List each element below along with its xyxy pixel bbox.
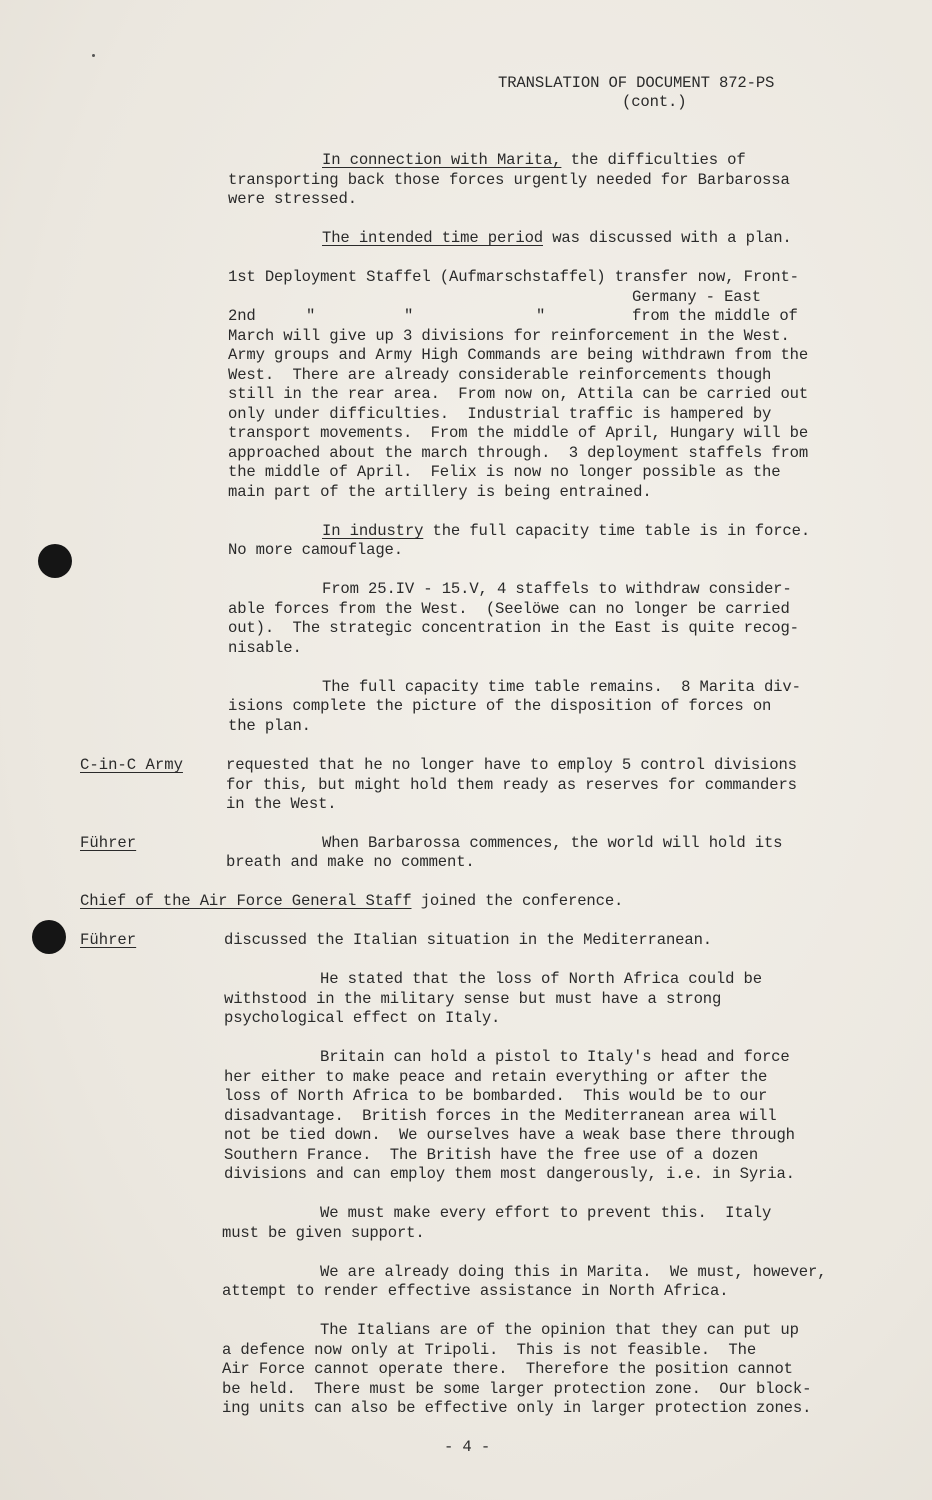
deployment-line-4: March will give up 3 divisions for reinforcement in the West. xyxy=(228,327,790,345)
speaker-label-fuehrer: Führer xyxy=(80,834,137,852)
paragraph-britain-line-2: her either to make peace and retain everything or after the xyxy=(224,1068,768,1086)
speaker-label-c-in-c-army: C-in-C Army xyxy=(80,756,183,774)
paragraph-marita-assist-line-1: We are already doing this in Marita. We must, however, xyxy=(320,1263,827,1281)
document-subtitle: (cont.) xyxy=(622,93,687,111)
paper-speck xyxy=(92,54,95,57)
page-number: - 4 - xyxy=(444,1438,491,1456)
deployment-line-2: Germany - East xyxy=(632,288,761,306)
paragraph-c-in-c-line-3: in the West. xyxy=(226,795,337,813)
paragraph-italian-situation: discussed the Italian situation in the Mediterranean. xyxy=(224,931,713,949)
paragraph-tripoli-line-3: Air Force cannot operate there. Therefore the position cannot xyxy=(222,1360,793,1378)
paragraph-timetable-line-3: the plan. xyxy=(228,717,311,735)
document-title: TRANSLATION OF DOCUMENT 872-PS xyxy=(498,74,775,92)
paragraph-britain-line-4: disadvantage. British forces in the Mediterranean area will xyxy=(224,1107,777,1125)
paragraph-tripoli-line-2: a defence now only at Tripoli. This is not feasible. The xyxy=(222,1341,757,1359)
paragraph-barbarossa-line-1: When Barbarossa commences, the world will hold its xyxy=(322,834,783,852)
ditto-mark: " xyxy=(536,307,546,325)
paragraph-staffels-line-4: nisable. xyxy=(228,639,302,657)
deployment-line-11: the middle of April. Felix is now no longer possible as the xyxy=(228,463,781,481)
paragraph-timetable-line-2: isions complete the picture of the disposition of forces on xyxy=(228,697,772,715)
deployment-line-12: main part of the artillery is being entrained. xyxy=(228,483,652,501)
paragraph-prevent-line-1: We must make every effort to prevent this. Italy xyxy=(320,1204,772,1222)
paragraph-marita-assist-line-2: attempt to render effective assistance in North Africa. xyxy=(222,1282,729,1300)
deployment-line-6: West. There are already considerable reinforcements though xyxy=(228,366,772,384)
paragraph-industry-line-1: In industry the full capacity time table is in force. xyxy=(322,522,811,540)
paragraph-north-africa-line-3: psychological effect on Italy. xyxy=(224,1009,501,1027)
deployment-line-9: transport movements. From the middle of April, Hungary will be xyxy=(228,424,809,442)
punch-hole-upper xyxy=(38,544,72,578)
paragraph-prevent-line-2: must be given support. xyxy=(222,1224,425,1242)
paragraph-staffels-line-3: out). The strategic concentration in the East is quite recog- xyxy=(228,619,799,637)
paragraph-staffels-line-2: able forces from the West. (Seelöwe can no longer be carried xyxy=(228,600,790,618)
deployment-line-5: Army groups and Army High Commands are being withdrawn from the xyxy=(228,346,809,364)
paragraph-tripoli-line-1: The Italians are of the opinion that they can put up xyxy=(320,1321,799,1339)
ditto-mark: " xyxy=(404,307,414,325)
paragraph-tripoli-line-5: ing units can also be effective only in larger protection zones. xyxy=(222,1399,812,1417)
underlined-lead: Chief of the Air Force General Staff xyxy=(80,892,412,910)
paragraph-britain-line-6: Southern France. The British have the free use of a dozen xyxy=(224,1146,759,1164)
paragraph-tripoli-line-4: be held. There must be some larger protection zone. Our block- xyxy=(222,1380,812,1398)
underlined-lead: In connection with Marita, xyxy=(322,151,562,169)
paragraph-timetable-line-1: The full capacity time table remains. 8 Marita div- xyxy=(322,678,801,696)
paragraph-britain-line-5: not be tied down. We ourselves have a weak base there through xyxy=(224,1126,795,1144)
speaker-label-fuehrer: Führer xyxy=(80,931,137,949)
punch-hole-lower xyxy=(32,920,66,954)
paragraph-north-africa-line-2: withstood in the military sense but must have a strong xyxy=(224,990,722,1008)
paragraph-staffels-line-1: From 25.IV - 15.V, 4 staffels to withdraw consider- xyxy=(322,580,792,598)
paragraph-marita-line-1: In connection with Marita, the difficulties of xyxy=(322,151,746,169)
deployment-line-8: only under difficulties. Industrial traffic is hampered by xyxy=(228,405,772,423)
paragraph-north-africa-line-1: He stated that the loss of North Africa could be xyxy=(320,970,762,988)
deployment-line-10: approached about the march through. 3 deployment staffels from xyxy=(228,444,809,462)
paragraph-air-force-joined: Chief of the Air Force General Staff joined the conference. xyxy=(80,892,624,910)
paragraph-c-in-c-line-2: for this, but might hold them ready as reserves for commanders xyxy=(226,776,797,794)
paragraph-marita-line-2: transporting back those forces urgently needed for Barbarossa xyxy=(228,171,790,189)
paragraph-britain-line-7: divisions and can employ them most dangerously, i.e. in Syria. xyxy=(224,1165,795,1183)
deployment-line-3-label: 2nd xyxy=(228,307,256,325)
paragraph-britain-line-1: Britain can hold a pistol to Italy's head and force xyxy=(320,1048,790,1066)
paragraph-britain-line-3: loss of North Africa to be bombarded. This would be to our xyxy=(224,1087,768,1105)
paragraph-time-period: The intended time period was discussed with a plan. xyxy=(322,229,792,247)
underlined-lead: The intended time period xyxy=(322,229,543,247)
paragraph-industry-line-2: No more camouflage. xyxy=(228,541,403,559)
paragraph-c-in-c-line-1: requested that he no longer have to employ 5 control divisions xyxy=(226,756,797,774)
underlined-lead: In industry xyxy=(322,522,424,540)
deployment-line-1: 1st Deployment Staffel (Aufmarschstaffel) transfer now, Front- xyxy=(228,268,799,286)
ditto-mark: " xyxy=(306,307,316,325)
deployment-line-7: still in the rear area. From now on, Attila can be carried out xyxy=(228,385,809,403)
deployment-line-3-text: from the middle of xyxy=(632,307,798,325)
paragraph-barbarossa-line-2: breath and make no comment. xyxy=(226,853,475,871)
paragraph-marita-line-3: were stressed. xyxy=(228,190,357,208)
